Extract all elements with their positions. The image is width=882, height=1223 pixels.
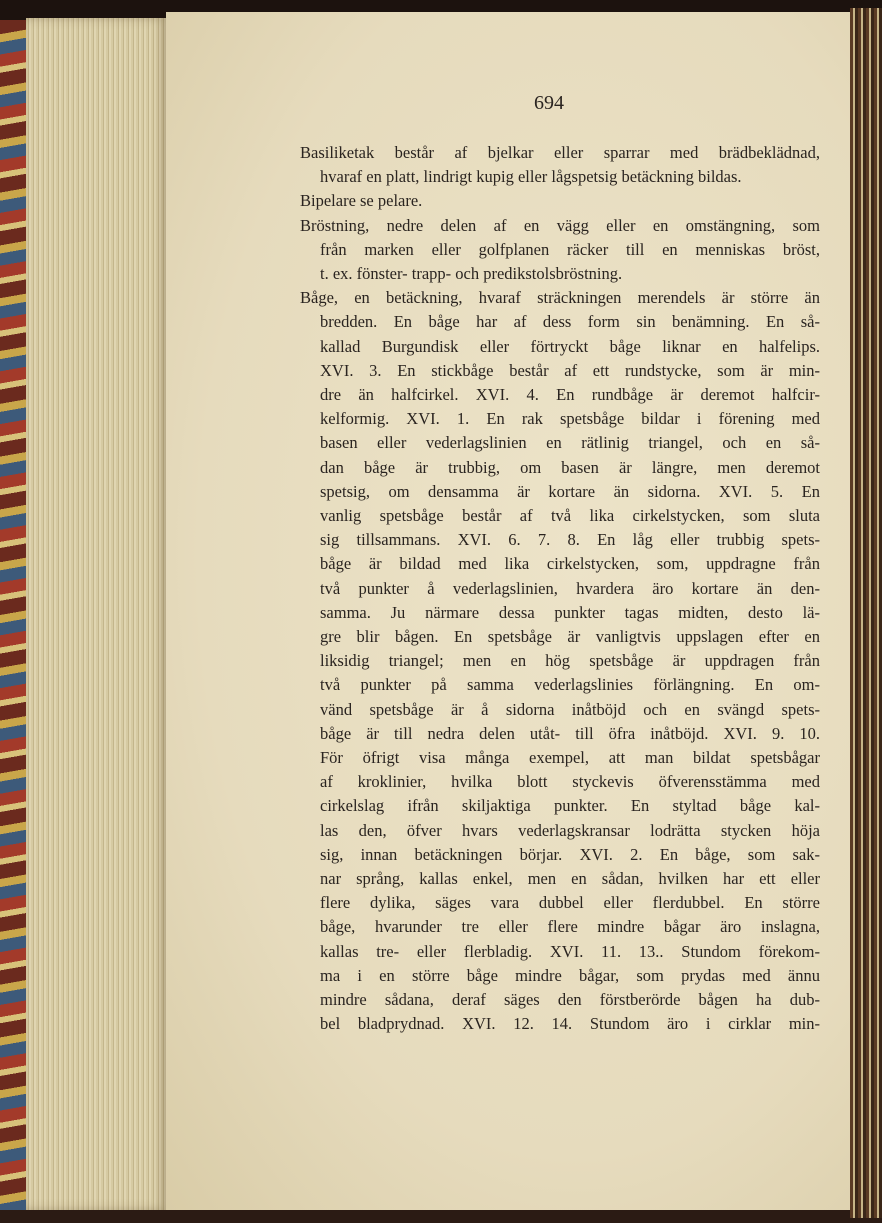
text-line: bel bladprydnad. XVI. 12. 14. Stundom äro i cirklar min- [320,1014,820,1034]
text-line: dan båge är trubbig, om basen är längre, men deremot [320,457,820,477]
text-line: basen eller vederlagslinien en rätlinig triangel, och en så- [320,433,820,453]
text-line: dre än halfcirkel. XVI. 4. En rundbåge är deremot halfcir- [320,385,820,404]
text-line: liksidig triangel; men en hög spetsbåge är uppdragen från [320,651,820,671]
text-line: flere dylika, säges vara dubbel eller flerdubbel. En större [320,893,820,913]
text-line: spetsig, om densamma är kortare än sidorna. XVI. 5. En [320,481,820,501]
text-line: sig tillsammans. XVI. 6. 7. 8. En låg eller trubbig spets- [320,530,820,550]
text-line: båge är bildad med lika cirkelstycken, som, uppdragne från [320,554,820,574]
text-line: samma. Ju närmare dessa punkter tagas midten, desto lä- [320,602,820,622]
text-line: vänd spetsbåge är å sidorna inåtböjd och en svängd spets- [320,699,820,719]
text-line: af kroklinier, hvilka blott styckevis öfverensstämma med [320,772,820,792]
text-line: kallad Burgundisk eller förtryckt båge liknar en halfelips. [320,336,820,356]
page-number: 694 [534,92,564,114]
text-line: mindre sådana, deraf säges den förstberörde bågen ha dub- [320,990,820,1009]
entry-headline: Basiliketak består af bjelkar eller sparrar med brädbeklädnad, [300,143,820,162]
text-line: gre blir bågen. En spetsbåge är vanligtvis uppslagen efter en [320,627,820,646]
text-line: sig, innan betäckningen börjar. XVI. 2. En båge, som sak- [320,844,820,864]
text-line: båge, hvarunder tre eller flere mindre bågar äro inslagna, [320,917,820,937]
text-line: För öfrigt visa många exempel, att man bildat spetsbågar [320,748,820,767]
entry-headline: Bipelare se pelare. [300,191,423,211]
text-line: från marken eller golfplanen räcker till en menniskas bröst, [320,239,820,259]
text-line: nar språng, kallas enkel, men en sådan, hvilken har ett eller [320,869,820,888]
text-line: XVI. 3. En stickbåge består af ett rundstycke, som är min- [320,360,820,380]
text-line: kallas tre- eller flerbladig. XVI. 11. 13.. Stundom förekom- [320,941,820,961]
text-line: två punkter å vederlagslinien, hvardera äro kortare än den- [320,578,820,598]
text-line: hvaraf en platt, lindrigt kupig eller lågspetsig betäckning bildas. [320,167,742,187]
text-line: kelformig. XVI. 1. En rak spetsbåge bildar i förening med [320,409,820,429]
entry-headline: Båge, en betäckning, hvaraf sträckningen merendels är större än [300,288,820,308]
text-line: ma i en större båge mindre bågar, som prydas med ännu [320,965,820,985]
text-line: vanlig spetsbåge består af två lika cirkelstycken, som sluta [320,506,820,525]
text-line: cirkelslag ifrån skiljaktiga punkter. En styltad båge kal- [320,796,820,816]
text-line: t. ex. fönster- trapp- och predikstolsbröstning. [320,264,623,283]
text-line: bredden. En båge har af dess form sin benämning. En så- [320,312,820,332]
text-line: las den, öfver hvars vederlagskransar lodrätta stycken höja [320,820,820,840]
text-line: två punkter på samma vederlagslinies förlängning. En om- [320,675,820,695]
text-line: båge är till nedra delen utåt- till öfra inåtböjd. XVI. 9. 10. [320,723,820,743]
entry-headline: Bröstning, nedre delen af en vägg eller en omstängning, som [300,215,820,235]
